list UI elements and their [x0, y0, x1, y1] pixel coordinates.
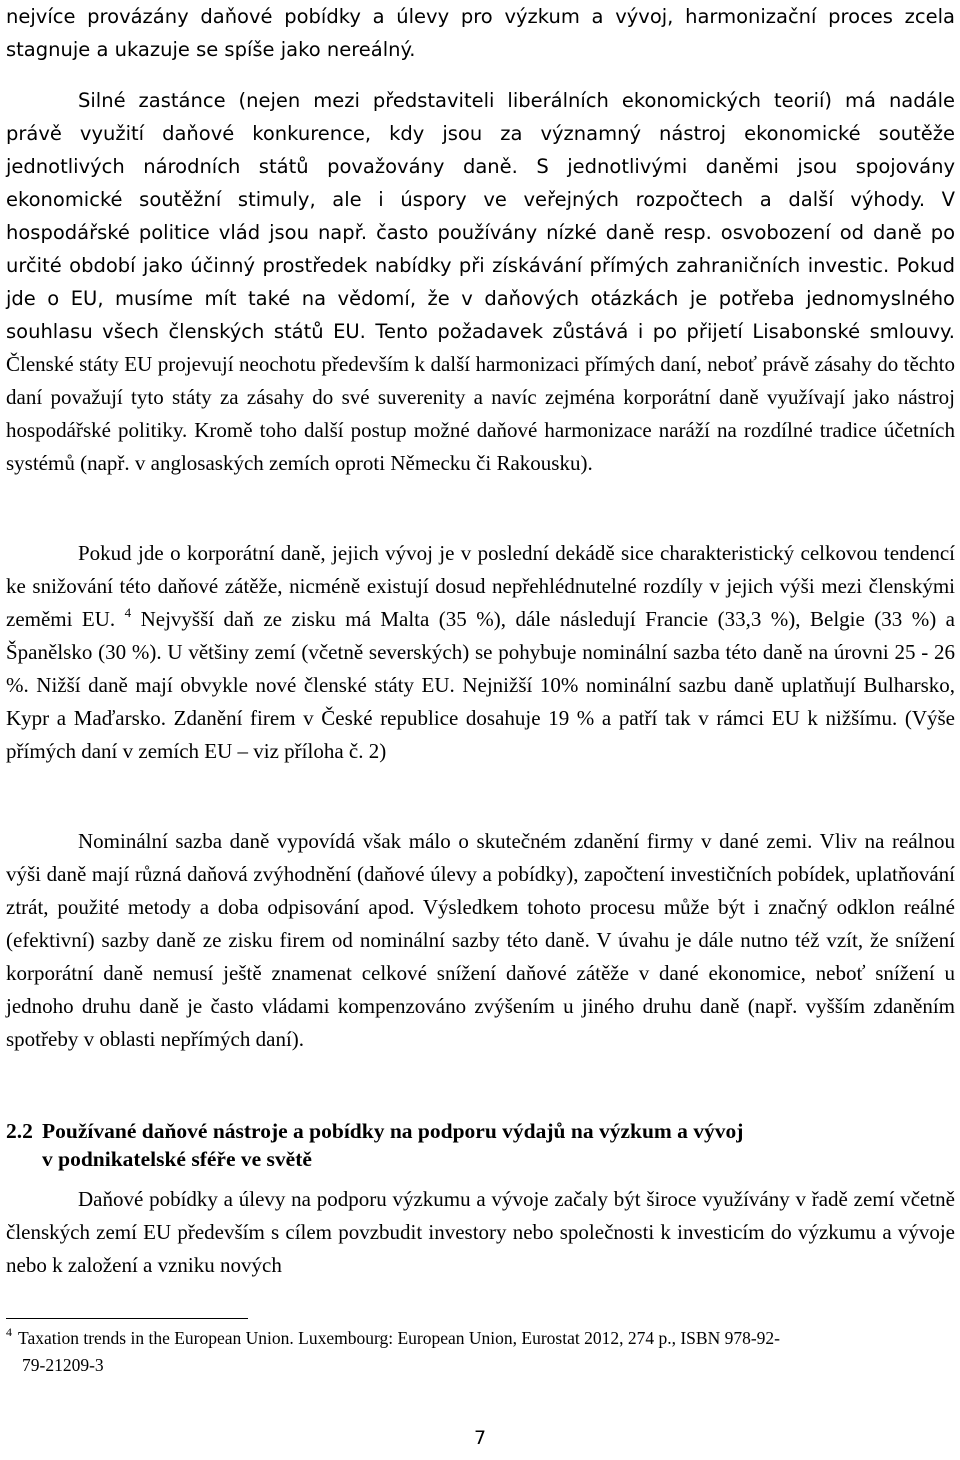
paragraph-nominal-rate: Nominální sazba daně vypovídá však málo o skutečném zdanění firmy v dané zemi. Vliv na reálnou výši daně mají různá daňová zvýhodnění (daňové úlevy a pobídky), započtení investičních pobídek, uplatňování ztrát, použité metody a doba odpisování apod. Výsledkem tohoto procesu může být i značný odklon reálné (efektivní) sazby daně ze zisku firem od nominální sazby této daně. V úvahu je dále nutno též vzít, že snížení korporátní daně nemusí ještě znamenat celkové snížení daňové zátěže v dané ekonomice, neboť snížení u jednoho druhu daně je často vládami kompenzováno zvýšením u jiného druhu daně (např. vyšším zdaněním spotřeby v oblasti nepřímých daní). — [6, 829, 955, 1051]
paragraph-incentives: Daňové pobídky a úlevy na podporu výzkumu a vývoje začaly být široce využívány v řadě zemí včetně členských zemí EU především s cílem povzbudit investory nebo společnosti k investicím do výzkumu a vývoje nebo k založení a vzniku nových — [6, 1187, 955, 1277]
section-heading — [6, 1117, 906, 1173]
footnote-text-line1: Taxation trends in the European Union. Luxembourg: European Union, Eurostat 2012, 274 p., ISBN 978-92- — [18, 1328, 781, 1348]
section-title-line2: v podnikatelské sféře ve světě — [42, 1147, 312, 1171]
paragraph-tax-competition-part1: Silné zastánce (nejen mezi představiteli liberálních ekonomických teorií) má nadále právě využití daňové konkurence, kdy jsou za významný nástroj ekonomické soutěže jednotlivých národních států považovány daně. S jednotlivými daněmi jsou spojovány ekonomické soutěžní stimuly, ale i úspory ve veřejných rozpočtech a další výhody. V hospodářské politice vlád jsou např. často používány nízké daně resp. osvobození od daně po určité období jako účinný prostředek nabídky při získávání přímých zahraničních investic. Pokud jde o EU, musíme mít také na vědomí, že v daňových otázkách je potřeba jednomyslného souhlasu všech členských států EU. Tento požadavek zůstává i po přijetí Lisabonské smlouvy. — [6, 89, 955, 343]
paragraph-tax-competition — [6, 84, 955, 480]
paragraph-corporate-taxes-part1: Pokud jde o korporátní daně, jejich vývoj je v poslední dekádě sice charakteristický celkovou tendencí ke snižování této daňové zátěže, nicméně existují dosud nepřehlédnutelné rozdíly v jejich výši mezi členskými zeměmi EU. — [6, 541, 955, 631]
footnote — [6, 1325, 951, 1379]
paragraph-corporate-taxes — [6, 537, 955, 768]
section-title-line1: Používané daňové nástroje a pobídky na podporu výdajů na výzkum a vývoj — [42, 1119, 744, 1143]
footnote-text-line2: 79-21209-3 — [22, 1355, 104, 1375]
section-number: 2.2 — [6, 1119, 33, 1143]
paragraph-tax-competition-part2: Členské státy EU projevují neochotu především k další harmonizaci přímých daní, neboť právě zásahy do těchto daní považují tyto státy za zásahy do své suverenity a navíc zejména korporátní daně využívají jako nástroj hospodářské politiky. Kromě toho další postup možné daňové harmonizace naráží na rozdílné tradice účetních systémů (např. v anglosaských zemích oproti Německu či Rakousku). — [6, 352, 955, 475]
paragraph-corporate-taxes-part2: Nejvyšší daň ze zisku má Malta (35 %), dále následují Francie (33,3 %), Belgie (33 %) a Španělsko (30 %). U většiny zemí (včetně severských) se pohybuje nominální sazba této daně na úrovni 25 - 26 %. Nižší daně mají obvykle nové členské státy EU. Nejnižší 10% nominální sazbu daně uplatňují Bulharsko, Kypr a Maďarsko. Zdanění firem v České republice dosahuje 19 % a patří tak v rámci EU k nižšímu. (Výše přímých daní v zemích EU – viz příloha č. 2) — [6, 607, 955, 763]
page-number: 7 — [473, 1427, 487, 1449]
footnote-mark: 4 — [6, 1325, 12, 1339]
paragraph-continuation: nejvíce provázány daňové pobídky a úlevy pro výzkum a vývoj, harmonizační proces zcela stagnuje a ukazuje se spíše jako nereálný. — [6, 5, 955, 61]
footnote-reference[interactable]: 4 — [124, 605, 132, 620]
footnote-separator — [6, 1318, 248, 1319]
